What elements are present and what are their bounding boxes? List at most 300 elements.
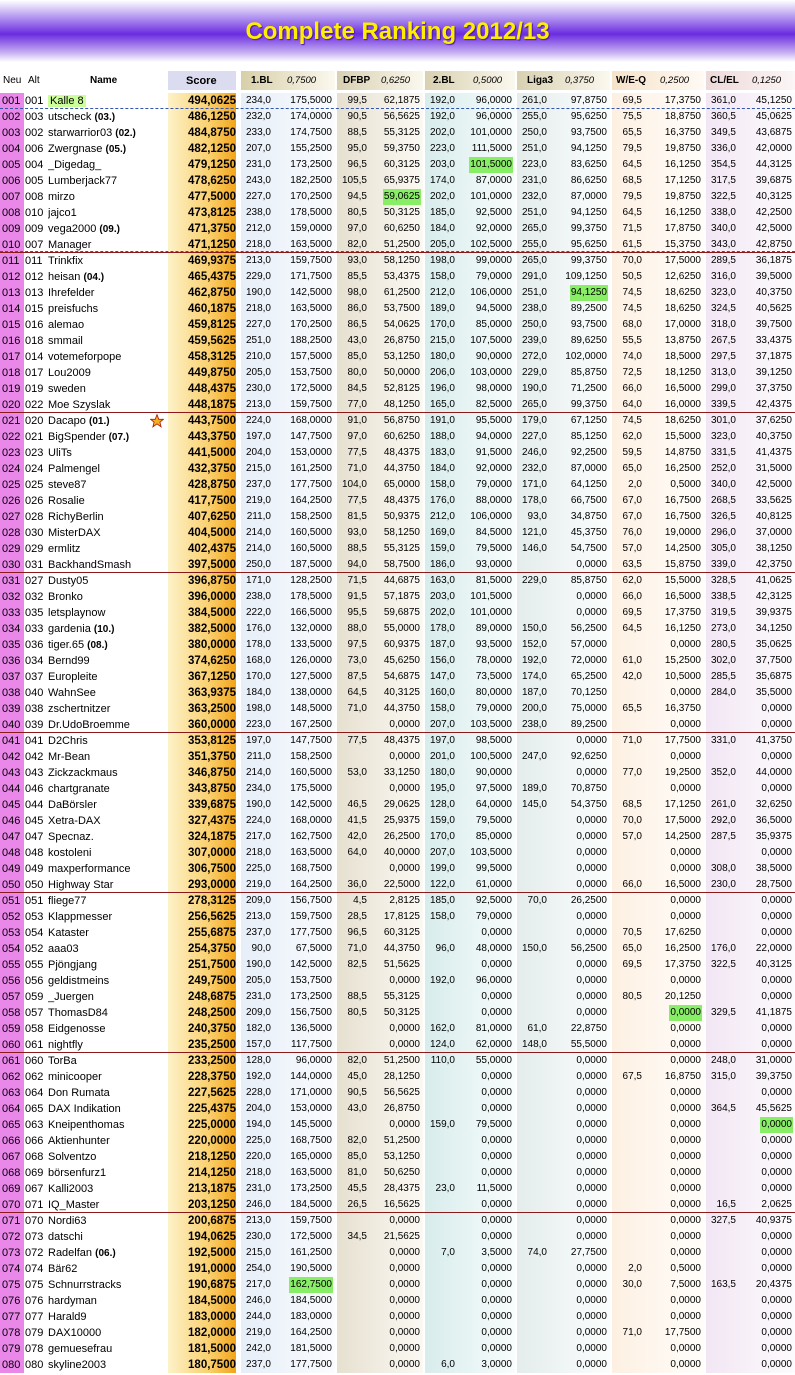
raw-points: 202,0 [429, 191, 455, 202]
weighted-points: 26,8750 [383, 335, 420, 346]
league-cell-4 [517, 781, 610, 797]
table-row [0, 205, 795, 221]
raw-points: 68,0 [622, 319, 642, 330]
raw-points: 157,0 [245, 1039, 271, 1050]
weighted-points: 82,5000 [475, 399, 512, 410]
table-row [0, 269, 795, 285]
league-cell-5 [612, 205, 704, 221]
weighted-points: 0,0000 [576, 1359, 607, 1370]
weighted-points: 153,7500 [290, 975, 332, 986]
weighted-points: 0,0000 [389, 1327, 420, 1338]
raw-points: 250,0 [521, 127, 547, 138]
weighted-points: 0,0000 [670, 975, 701, 986]
raw-points: 80,5 [347, 1007, 367, 1018]
league-cell-3 [425, 1133, 515, 1149]
table-row [0, 1229, 795, 1245]
player-name [48, 1325, 166, 1341]
weighted-points: 0,0000 [389, 1311, 420, 1322]
weighted-points: 0,0000 [481, 1327, 512, 1338]
rank-old: 051 [25, 895, 44, 907]
league-cell-5 [612, 893, 704, 909]
weighted-points: 133,5000 [290, 639, 332, 650]
raw-points: 214,0 [245, 543, 271, 554]
league-cell-5 [612, 1165, 704, 1181]
league-cell-6 [706, 301, 795, 317]
player-name-text: Klappmesser [48, 911, 113, 923]
league-cell-5 [612, 541, 704, 557]
weighted-points: 0,0000 [761, 847, 792, 858]
weighted-points: 48,4375 [383, 735, 420, 746]
table-row [0, 589, 795, 605]
weighted-points: 37,6250 [755, 415, 792, 426]
table-row [0, 845, 795, 861]
weighted-points: 0,0000 [761, 927, 792, 938]
league-cell-3 [425, 973, 515, 989]
player-name [48, 573, 166, 589]
weighted-points: 0,0000 [670, 719, 701, 730]
score-value: 256,5625 [168, 909, 236, 925]
rank-new: 053 [0, 925, 24, 941]
rank-old: 059 [25, 991, 44, 1003]
player-name-text: Dacapo [48, 415, 86, 427]
weighted-points: 79,0000 [475, 703, 512, 714]
raw-points: 215,0 [429, 335, 455, 346]
raw-points: 315,0 [710, 1071, 736, 1082]
rank-new: 014 [0, 301, 24, 317]
rank-new: 003 [0, 125, 24, 141]
table-row [0, 109, 795, 125]
league-cell-6 [706, 157, 795, 173]
league-cell-3 [425, 221, 515, 237]
raw-points: 212,0 [429, 511, 455, 522]
weighted-points: 93,7500 [570, 319, 607, 330]
weighted-points: 0,0000 [670, 895, 701, 906]
rank-new: 030 [0, 557, 24, 573]
weighted-points: 98,0000 [475, 383, 512, 394]
weighted-points: 0,0000 [576, 831, 607, 842]
player-name [48, 813, 166, 829]
player-name-text: Dusty05 [48, 575, 89, 587]
score-value: 324,1875 [168, 829, 236, 845]
weighted-points: 92,5000 [475, 895, 512, 906]
league-cell-3 [425, 701, 515, 717]
raw-points: 87,5 [347, 671, 367, 682]
league-cell-5 [612, 1037, 704, 1053]
weighted-points: 0,0000 [576, 1087, 607, 1098]
star-icon [150, 414, 164, 428]
raw-points: 71,5 [347, 575, 367, 586]
raw-points: 234,0 [245, 95, 271, 106]
weighted-points: 56,5625 [383, 1087, 420, 1098]
raw-points: 214,0 [245, 527, 271, 538]
league-cell-2 [337, 957, 423, 973]
weighted-points: 0,0000 [576, 1327, 607, 1338]
weighted-points: 16,1250 [664, 159, 701, 170]
league-cell-5 [612, 813, 704, 829]
league-cell-6 [706, 925, 795, 941]
weighted-points: 0,0000 [761, 1151, 792, 1162]
table-row [0, 221, 795, 237]
league-cell-6 [706, 1101, 795, 1117]
raw-points: 95,5 [347, 607, 367, 618]
raw-points: 62,0 [622, 575, 642, 586]
league-cell-5 [612, 637, 704, 653]
league-cell-4 [517, 397, 610, 413]
weighted-points: 15,5000 [664, 431, 701, 442]
player-name-text: DAX Indikation [48, 1103, 121, 1115]
weighted-points: 16,2500 [664, 463, 701, 474]
weighted-points: 0,0000 [576, 975, 607, 986]
league-cell-2 [337, 989, 423, 1005]
weighted-points: 111,5000 [471, 143, 512, 154]
raw-points: 195,0 [429, 783, 455, 794]
header-score-box [168, 71, 236, 90]
league-cell-4 [517, 1165, 610, 1181]
score-value: 307,0000 [168, 845, 236, 861]
weighted-points: 17,8125 [383, 911, 420, 922]
weighted-points: 92,6250 [570, 751, 607, 762]
raw-points: 238,0 [245, 591, 271, 602]
league-cell-2 [337, 765, 423, 781]
score-value: 180,7500 [168, 1357, 236, 1373]
weighted-points: 97,8750 [570, 95, 607, 106]
raw-points: 185,0 [429, 895, 455, 906]
weighted-points: 187,5000 [290, 559, 332, 570]
raw-points: 231,0 [245, 1183, 271, 1194]
league-cell-6 [706, 909, 795, 925]
raw-points: 88,0 [347, 623, 367, 634]
weighted-points: 0,0000 [761, 1087, 792, 1098]
weighted-points: 101,5000 [470, 591, 512, 602]
raw-points: 188,0 [429, 431, 455, 442]
raw-points: 265,0 [521, 255, 547, 266]
league-cell-1 [241, 1037, 335, 1053]
league-cell-5 [612, 461, 704, 477]
raw-points: 218,0 [245, 847, 271, 858]
raw-points: 237,0 [245, 1359, 271, 1370]
raw-points: 36,0 [347, 879, 367, 890]
player-name-text: Nordi63 [48, 1215, 87, 1227]
player-name [48, 1277, 166, 1293]
weighted-points: 0,0000 [389, 1119, 420, 1130]
rank-old: 042 [25, 751, 44, 763]
weighted-points: 0,0000 [389, 1263, 420, 1274]
player-name-text: Europleite [48, 671, 98, 683]
weighted-points: 142,5000 [290, 959, 332, 970]
weighted-points: 64,0000 [475, 799, 512, 810]
league-cell-3 [425, 893, 515, 909]
league-cell-1 [241, 749, 335, 765]
raw-points: 79,5 [622, 143, 642, 154]
player-name [48, 909, 166, 925]
raw-points: 69,5 [622, 95, 642, 106]
league-cell-2 [337, 653, 423, 669]
league-cell-3 [425, 1165, 515, 1181]
player-name [48, 989, 166, 1005]
league-cell-6 [706, 1341, 795, 1357]
table-row [0, 733, 795, 749]
raw-points: 215,0 [245, 463, 271, 474]
weighted-points: 0,0000 [761, 1167, 792, 1178]
weighted-points: 33,5625 [755, 495, 792, 506]
raw-points: 211,0 [246, 511, 271, 522]
rank-new: 041 [0, 733, 24, 749]
weighted-points: 0,0000 [389, 1215, 420, 1226]
weighted-points: 50,3125 [383, 207, 420, 218]
weighted-points: 42,3125 [755, 591, 792, 602]
weighted-points: 17,5000 [664, 815, 701, 826]
raw-points: 64,0 [347, 847, 367, 858]
weighted-points: 184,5000 [290, 1199, 332, 1210]
league-cell-4 [517, 301, 610, 317]
player-name [48, 333, 166, 349]
weighted-points: 0,0000 [670, 847, 701, 858]
weighted-points: 0,0000 [576, 1151, 607, 1162]
rank-new: 011 [0, 253, 24, 269]
raw-points: 64,0 [622, 399, 642, 410]
raw-points: 61,0 [622, 655, 642, 666]
group-separator [0, 572, 795, 573]
league-cell-2 [337, 1213, 423, 1229]
player-name [48, 637, 166, 653]
weighted-points: 28,4375 [383, 1183, 420, 1194]
player-name-text: smmail [48, 335, 83, 347]
league-cell-3 [425, 1277, 515, 1293]
raw-points: 220,0 [245, 1151, 271, 1162]
rank-old: 017 [25, 367, 44, 379]
weighted-points: 92,2500 [570, 447, 607, 458]
league-cell-6 [706, 701, 795, 717]
weighted-points: 0,0000 [761, 1295, 792, 1306]
rank-new: 031 [0, 573, 24, 589]
weighted-points: 85,8750 [570, 575, 607, 586]
weighted-points: 81,5000 [475, 575, 512, 586]
player-name-text: Bär62 [48, 1263, 78, 1275]
raw-points: 189,0 [521, 783, 547, 794]
league-cell-4 [517, 221, 610, 237]
player-name [48, 285, 166, 301]
table-row [0, 1165, 795, 1181]
score-value: 363,9375 [168, 685, 236, 701]
player-name-text: Kataster [48, 927, 89, 939]
raw-points: 55,5 [622, 335, 642, 346]
league-cell-1 [241, 1277, 335, 1293]
raw-points: 211,0 [246, 751, 271, 762]
weighted-points: 166,5000 [290, 607, 332, 618]
weighted-points: 99,3750 [570, 399, 607, 410]
rank-old: 032 [25, 591, 44, 603]
player-name [48, 765, 166, 781]
raw-points: 192,0 [429, 111, 455, 122]
weighted-points: 96,0000 [475, 975, 512, 986]
league-cell-5 [612, 365, 704, 381]
weighted-points: 0,0000 [670, 1183, 701, 1194]
league-cell-3 [425, 525, 515, 541]
league-cell-1 [241, 717, 335, 733]
rank-new: 055 [0, 957, 24, 973]
league-cell-1 [241, 957, 335, 973]
table-row [0, 605, 795, 621]
league-cell-3 [425, 349, 515, 365]
raw-points: 145,0 [521, 799, 547, 810]
weighted-points: 22,0000 [755, 943, 792, 954]
score-value: 367,1250 [168, 669, 236, 685]
player-name-text: fliege77 [48, 895, 87, 907]
league-cell-1 [241, 1309, 335, 1325]
weighted-points: 75,0000 [570, 703, 607, 714]
weighted-points: 36,1875 [755, 255, 792, 266]
player-name-text: preisfuchs [48, 303, 99, 315]
raw-points: 74,5 [622, 287, 642, 298]
league-cell-3 [425, 1053, 515, 1069]
weighted-points: 39,3750 [755, 1071, 792, 1082]
league-cell-1 [241, 1245, 335, 1261]
raw-points: 251,0 [521, 207, 547, 218]
raw-points: 238,0 [245, 207, 271, 218]
table-row [0, 189, 795, 205]
score-value: 183,0000 [168, 1309, 236, 1325]
player-name [48, 157, 166, 173]
league-cell-4 [517, 205, 610, 221]
raw-points: 81,5 [347, 511, 367, 522]
weighted-points: 14,8750 [664, 447, 701, 458]
table-row [0, 749, 795, 765]
weighted-points: 84,5000 [475, 527, 512, 538]
league-cell-2 [337, 749, 423, 765]
raw-points: 229,0 [245, 271, 271, 282]
weighted-points: 0,0000 [670, 1247, 701, 1258]
weighted-points: 0,0000 [576, 735, 607, 746]
league-cell-5 [612, 109, 704, 125]
weighted-points: 44,3750 [383, 943, 420, 954]
player-name [48, 1037, 166, 1053]
player-name-text: gemuesefrau [48, 1343, 113, 1355]
weighted-points: 59,6875 [383, 607, 420, 618]
score-value: 432,3750 [168, 461, 236, 477]
weighted-points: 18,6250 [664, 287, 701, 298]
weighted-points: 40,3125 [755, 959, 792, 970]
weighted-points: 13,8750 [664, 335, 701, 346]
weighted-points: 18,1250 [664, 367, 701, 378]
raw-points: 215,0 [245, 1247, 271, 1258]
table-row [0, 1197, 795, 1213]
rank-old: 065 [25, 1103, 44, 1115]
league-cell-1 [241, 541, 335, 557]
league-cell-1 [241, 1085, 335, 1101]
weighted-points: 18,5000 [664, 351, 701, 362]
weighted-points: 60,6250 [383, 223, 420, 234]
league-cell-5 [612, 1085, 704, 1101]
weighted-points: 132,0000 [290, 623, 332, 634]
raw-points: 94,0 [347, 559, 367, 570]
raw-points: 50,5 [622, 271, 642, 282]
weighted-points: 65,9375 [383, 175, 420, 186]
score-value: 339,6875 [168, 797, 236, 813]
score-value: 351,3750 [168, 749, 236, 765]
raw-points: 183,0 [429, 447, 455, 458]
weighted-points: 0,0000 [481, 1103, 512, 1114]
rank-new: 033 [0, 605, 24, 621]
league-cell-2 [337, 349, 423, 365]
league-cell-3 [425, 109, 515, 125]
league-cell-1 [241, 1149, 335, 1165]
player-name-text: jajco1 [48, 207, 77, 219]
weighted-points: 0,0000 [670, 783, 701, 794]
league-cell-2 [337, 941, 423, 957]
table-row [0, 445, 795, 461]
score-value: 191,0000 [168, 1261, 236, 1277]
weighted-points: 29,0625 [383, 799, 420, 810]
weighted-points: 56,2500 [570, 943, 607, 954]
raw-points: 302,0 [710, 655, 736, 666]
league-cell-5 [612, 525, 704, 541]
score-value: 460,1875 [168, 301, 236, 317]
league-cell-3 [425, 733, 515, 749]
raw-points: 238,0 [521, 303, 547, 314]
weighted-points: 145,5000 [290, 1119, 332, 1130]
table-row [0, 669, 795, 685]
raw-points: 69,5 [622, 959, 642, 970]
table-row [0, 861, 795, 877]
raw-points: 97,0 [347, 223, 367, 234]
player-name-text: hardyman [48, 1295, 97, 1307]
league-cell-5 [612, 413, 704, 429]
league-cell-6 [706, 1213, 795, 1229]
league-cell-2 [337, 845, 423, 861]
league-cell-4 [517, 1101, 610, 1117]
raw-points: 237,0 [245, 479, 271, 490]
league-cell-3 [425, 1069, 515, 1085]
league-cell-2 [337, 717, 423, 733]
raw-points: 205,0 [245, 975, 271, 986]
score-value: 218,1250 [168, 1149, 236, 1165]
league-cell-5 [612, 765, 704, 781]
table-row [0, 941, 795, 957]
rank-new: 060 [0, 1037, 24, 1053]
weighted-points: 0,0000 [670, 1087, 701, 1098]
raw-points: 86,5 [347, 319, 367, 330]
score-value: 449,8750 [168, 365, 236, 381]
league-cell-4 [517, 125, 610, 141]
weighted-points: 0,0000 [670, 1023, 701, 1034]
weighted-points: 161,2500 [290, 1247, 332, 1258]
raw-points: 230,0 [245, 1231, 271, 1242]
rank-new: 048 [0, 845, 24, 861]
table-row [0, 1149, 795, 1165]
weighted-points: 44,3750 [383, 703, 420, 714]
raw-points: 88,5 [347, 543, 367, 554]
rank-old: 002 [25, 127, 44, 139]
weighted-points: 96,0000 [475, 111, 512, 122]
weighted-points: 41,3750 [755, 735, 792, 746]
weighted-points: 159,7500 [290, 399, 332, 410]
raw-points: 80,5 [347, 207, 367, 218]
raw-points: 223,0 [521, 159, 547, 170]
rank-new: 028 [0, 525, 24, 541]
league-cell-3 [425, 541, 515, 557]
league-cell-2 [337, 413, 423, 429]
champion-marker: (02.) [115, 128, 136, 139]
weighted-points: 17,8750 [664, 223, 701, 234]
rank-new: 036 [0, 653, 24, 669]
rank-old: 003 [25, 111, 44, 123]
raw-points: 316,0 [710, 271, 736, 282]
league-cell-3 [425, 1197, 515, 1213]
league-cell-6 [706, 173, 795, 189]
weighted-points: 40,0000 [383, 847, 420, 858]
weighted-points: 79,0000 [475, 479, 512, 490]
weighted-points: 71,2500 [570, 383, 607, 394]
